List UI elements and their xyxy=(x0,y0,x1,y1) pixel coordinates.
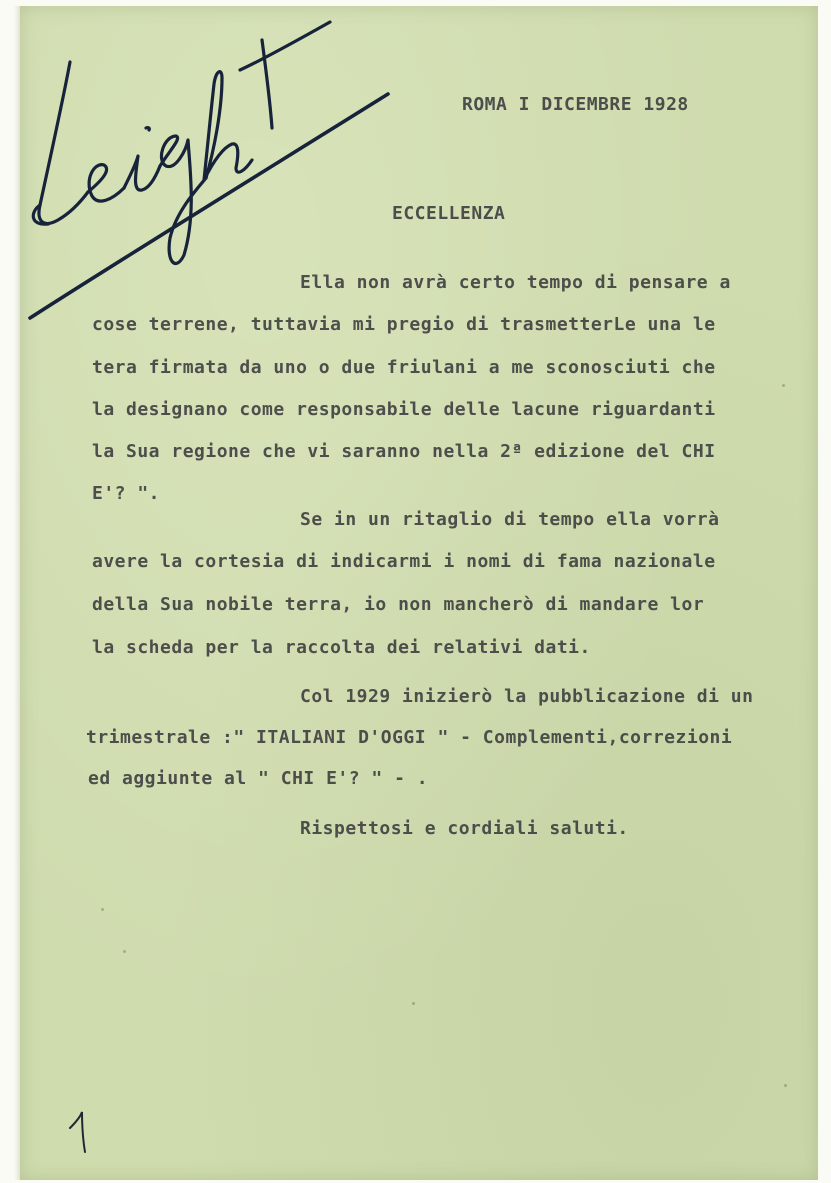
letter-line: avere la cortesia di indicarmi i nomi di fama nazionale xyxy=(92,551,716,572)
letter-line: della Sua nobile terra, io non mancherò di mandare lor xyxy=(92,594,705,615)
letter-line: E'? ". xyxy=(92,483,161,504)
letter-closing: Rispettosi e cordiali saluti. xyxy=(300,818,629,839)
letter-line: Col 1929 inizierò la pubblicazione di un xyxy=(300,686,754,707)
letter-line: la Sua regione che vi saranno nella 2ª edizione del CHI xyxy=(92,441,716,462)
letter-line: la scheda per la raccolta dei relativi dati. xyxy=(92,637,591,658)
letter-line: trimestrale :" ITALIANI D'OGGI " - Complementi,correzioni xyxy=(86,727,733,748)
letter-line: tera firmata da uno o due friulani a me sconosciuti che xyxy=(92,357,716,378)
letter-line: ed aggiunte al " CHI E'? " - . xyxy=(88,768,429,789)
letter-line: Se in un ritaglio di tempo ella vorrà xyxy=(300,509,720,530)
letter-salutation: ECCELLENZA xyxy=(392,203,506,224)
letter-line: la designano come responsabile delle lacune riguardanti xyxy=(92,399,716,420)
letter-line: cose terrene, tuttavia mi pregio di trasmetterLe una le xyxy=(92,314,716,335)
letter-dateline: ROMA I DICEMBRE 1928 xyxy=(462,94,689,115)
letter-line: Ella non avrà certo tempo di pensare a xyxy=(300,272,731,293)
letter-sheet xyxy=(20,6,818,1180)
